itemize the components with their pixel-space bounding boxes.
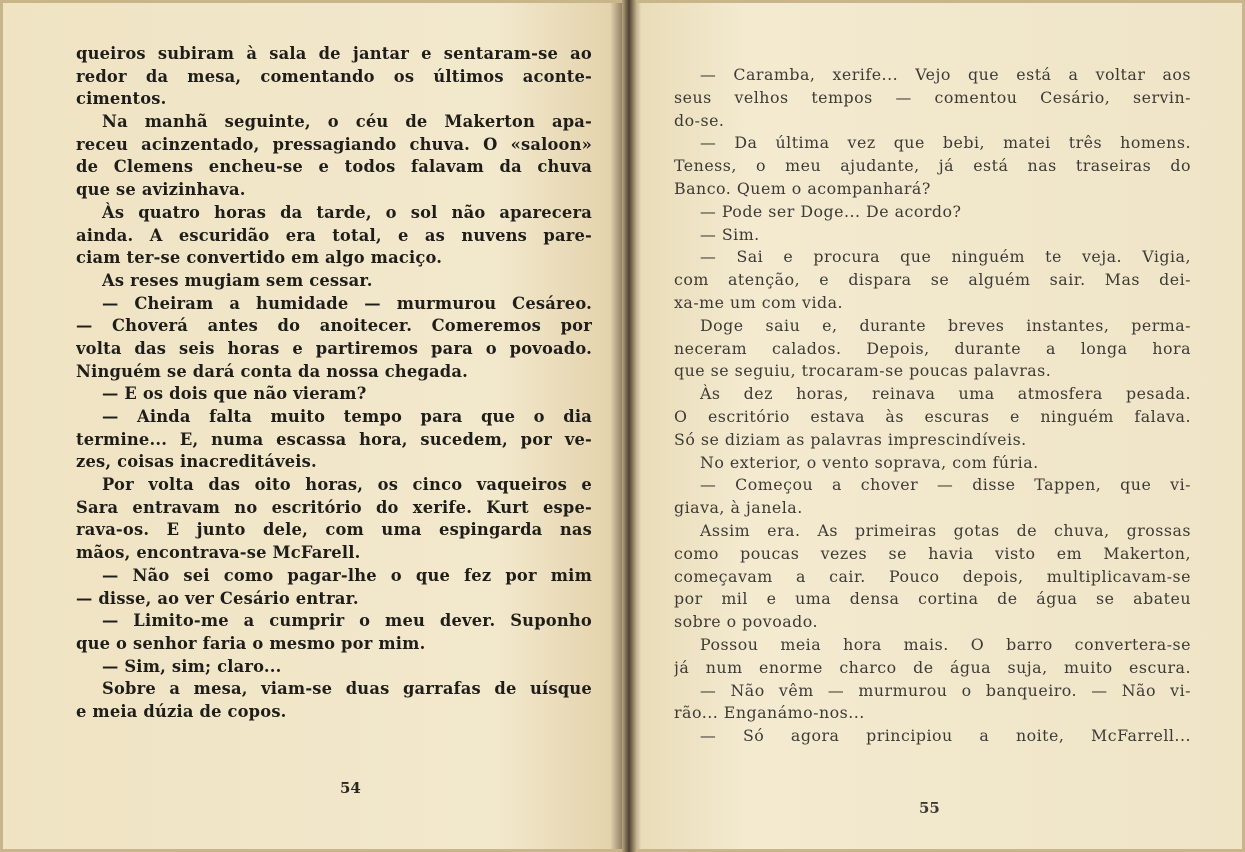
text-line: seus velhos tempos — comentou Cesário, servin- bbox=[674, 87, 1191, 107]
text-line: por mil e uma densa cortina de água se abateu bbox=[674, 589, 1191, 609]
text-line: Doge saiu e, durante breves instantes, perma- bbox=[700, 315, 1191, 335]
text-line: — Não sei como pagar-lhe o que fez por mim bbox=[102, 565, 592, 585]
text-line: começavam a cair. Pouco depois, multiplicavam-se bbox=[674, 566, 1191, 586]
text-line: já num enorme charco de água suja, muito escura. bbox=[674, 657, 1191, 677]
text-line: — Sim. bbox=[700, 224, 760, 244]
text-line: rão... Enganámo-nos... bbox=[674, 703, 865, 723]
text-line: No exterior, o vento soprava, com fúria. bbox=[700, 452, 1039, 472]
text-line: giava, à janela. bbox=[674, 498, 803, 518]
text-line: mãos, encontrava-se McFarell. bbox=[76, 543, 361, 563]
book-gutter bbox=[622, 0, 636, 852]
text-line: termine... E, numa escassa hora, sucedem, por ve- bbox=[76, 429, 592, 449]
text-line: Só se diziam as palavras imprescindíveis. bbox=[674, 429, 1027, 449]
text-line: Sara entravam no escritório do xerife. Kurt espe- bbox=[76, 497, 592, 517]
text-line: — Só agora principiou a noite, McFarrell... bbox=[700, 726, 1191, 746]
text-line: — Pode ser Doge... De acordo? bbox=[700, 201, 962, 221]
text-line: Às dez horas, reinava uma atmosfera pesada. bbox=[700, 384, 1191, 404]
text-line: de Clemens encheu-se e todos falavam da chuva bbox=[76, 157, 592, 177]
text-line: — Da última vez que bebi, matei três homens. bbox=[700, 133, 1191, 153]
text-line: — Cheiram a humidade — murmurou Cesáreo. bbox=[102, 293, 592, 313]
text-line: sobre o povoado. bbox=[674, 612, 819, 632]
text-line: queiros subiram à sala de jantar e sentaram-se ao bbox=[76, 44, 592, 63]
text-line: — Começou a chover — disse Tappen, que vi- bbox=[700, 475, 1191, 495]
text-line: Banco. Quem o acompanhará? bbox=[674, 178, 931, 198]
text-line: do-se. bbox=[674, 110, 725, 130]
text-line: — Sim, sim; claro... bbox=[102, 656, 282, 676]
text-line: — Limito-me a cumprir o meu dever. Suponho bbox=[102, 611, 592, 631]
text-line: como poucas vezes se havia visto em Makerton, bbox=[674, 543, 1191, 563]
text-line: Possou meia hora mais. O barro convertera-se bbox=[700, 634, 1191, 654]
text-line: — Choverá antes do anoitecer. Comeremos por bbox=[76, 316, 592, 336]
page-number-right: 55 bbox=[919, 799, 940, 817]
text-line: Às quatro horas da tarde, o sol não aparecera bbox=[102, 202, 592, 222]
left-page-text bbox=[76, 43, 592, 724]
text-line: zes, coisas inacreditáveis. bbox=[76, 452, 317, 472]
text-line: Sobre a mesa, viam-se duas garrafas de uísque bbox=[102, 679, 592, 699]
text-line: e meia dúzia de copos. bbox=[76, 701, 287, 721]
text-line: — Sai e procura que ninguém te veja. Vigia, bbox=[700, 247, 1191, 267]
text-line: cimentos. bbox=[76, 89, 167, 109]
text-line: — Não vêm — murmurou o banqueiro. — Não vi- bbox=[700, 680, 1191, 700]
text-line: ciam ter-se convertido em algo maciço. bbox=[76, 248, 443, 268]
right-page-text bbox=[674, 64, 1191, 748]
text-line: Na manhã seguinte, o céu de Makerton apa- bbox=[102, 112, 592, 132]
text-line: receu acinzentado, pressagiando chuva. O «saloon» bbox=[76, 134, 592, 154]
text-line: com atenção, e dispara se alguém sair. Mas dei- bbox=[674, 270, 1191, 290]
text-line: O escritório estava às escuras e ninguém falava. bbox=[674, 406, 1191, 426]
text-line: rava-os. E junto dele, com uma espingarda nas bbox=[76, 520, 592, 540]
text-line: — Caramba, xerife... Vejo que está a voltar aos bbox=[700, 65, 1191, 84]
text-line: que se seguiu, trocaram-se poucas palavras. bbox=[674, 361, 1052, 381]
text-line: As reses mugiam sem cessar. bbox=[102, 270, 373, 290]
text-line: que o senhor faria o mesmo por mim. bbox=[76, 633, 426, 653]
text-line: que se avizinhava. bbox=[76, 180, 246, 200]
text-line: neceram calados. Depois, durante a longa hora bbox=[674, 338, 1191, 358]
right-page bbox=[636, 0, 1245, 852]
text-line: Ninguém se dará conta da nossa chegada. bbox=[76, 361, 468, 381]
page-number-left: 54 bbox=[340, 779, 361, 797]
text-line: — E os dois que não vieram? bbox=[102, 384, 367, 404]
text-line: redor da mesa, comentando os últimos aconte- bbox=[76, 66, 592, 86]
text-line: — disse, ao ver Cesário entrar. bbox=[76, 588, 359, 608]
text-line: ainda. A escuridão era total, e as nuvens pare- bbox=[76, 225, 592, 245]
text-line: — Ainda falta muito tempo para que o dia bbox=[102, 407, 592, 426]
text-line: Por volta das oito horas, os cinco vaqueiros e bbox=[102, 475, 592, 495]
text-line: volta das seis horas e partiremos para o povoado. bbox=[76, 338, 592, 358]
text-line: Teness, o meu ajudante, já está nas traseiras do bbox=[674, 156, 1191, 176]
left-page bbox=[0, 0, 622, 852]
text-line: xa-me um com vida. bbox=[674, 292, 844, 312]
text-line: Assim era. As primeiras gotas de chuva, grossas bbox=[700, 520, 1191, 540]
